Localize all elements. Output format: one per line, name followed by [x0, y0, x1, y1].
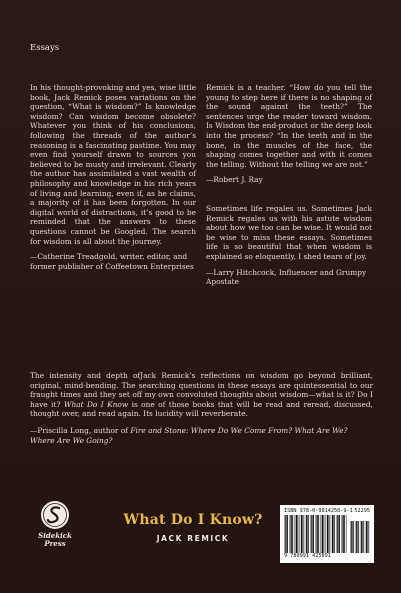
treadgold-quote: In his thought-provoking and yes, wise little book, Jack Remick poses variations on the question, “What is wisdom?” Is knowledge wisdom? Can wisdom become obsolete? Whatever you think of his conclusions, following the threads of the author’s reasoning is a fascinating pastime. You may even find yourself drawn to sources you believed to be musty and irrelevant. Clearly the author has assimilated a vast wealth of philosophy and knowledge in his rich years of living and learning, even if, as he claims, a majority of it has been forgotten. In our digital world of distractions, it’s good to be reminded that the answers to these questions cannot be Googled. The search for wisdom is all about the journey. — [30, 83, 196, 246]
book-title-block — [113, 512, 273, 543]
barcode-bars — [284, 515, 347, 553]
left-column — [30, 83, 196, 276]
long-quote: The intensity and depth ofJack Remick’s reflections on wisdom go beyond brilliant, original, mind-bending. The searching questions in these essays are quintessential to our fraught times and they set off my own convoluted thoughts about wisdom—what is it? Do I have it? What Do I Know is one of those books that will be read and reread, discussed, thought over, and read again. Its lucidity will reverberate. — [30, 371, 373, 419]
section-label: Essays — [30, 43, 60, 53]
hitchcock-attribution: —Larry Hitchcock, Influencer and Grumpy Apostate — [206, 267, 367, 287]
book-title: What Do I Know? — [123, 512, 263, 528]
hitchcock-quote: Sometimes life regales us. Sometimes Jack Remick regales us with his astute wisdom about how we too can be wise. It would not be wise to miss these essays. Sometimes life is so beautiful that when wisdom is explained so eloquently, I shed tears of joy. — [206, 203, 372, 261]
treadgold-attribution: —Catherine Treadgold, writer, editor, and former publisher of Coffeetown Enterprises — [30, 252, 194, 271]
author-name: JACK REMICK — [156, 534, 230, 543]
long-attribution: —Priscilla Long, author of Fire and Stone: Where Do We Come From? What Are We? Where Are We Going? — [30, 425, 348, 445]
ray-attribution: —Robert J. Ray — [206, 175, 263, 185]
barcode-addon-bars — [350, 521, 370, 553]
right-column — [206, 83, 372, 292]
price-code: 52295 — [354, 508, 370, 514]
sidekick-seal-icon — [40, 500, 70, 530]
publisher-name-line2: Press — [44, 539, 66, 548]
publisher-logo — [32, 500, 78, 548]
long-quote-block — [30, 371, 373, 445]
barcode-number: 9 780991 425891 — [284, 553, 331, 559]
ray-quote: Remick is a teacher. “How do you tell the young to step here if there is no shaping of the sound against the teeth?” The sentences urge the reader toward wisdom. Is Wisdom the end-product or the deep look into the process? “In the teeth and in the bone, in the muscles of the face, the shaping comes together and with it comes the telling. Without the telling we are not.” — [206, 83, 372, 169]
long-quote-book-title: What Do I Know — [63, 399, 129, 409]
long-attribution-work: Fire and Stone: Where Do We Come From? What Are We? Where Are We Going? — [30, 425, 348, 445]
isbn-barcode — [280, 505, 374, 563]
isbn-label: ISBN 978-0-9914256-9-1 — [284, 508, 353, 514]
publisher-name-line1: Sidekick — [38, 531, 72, 540]
